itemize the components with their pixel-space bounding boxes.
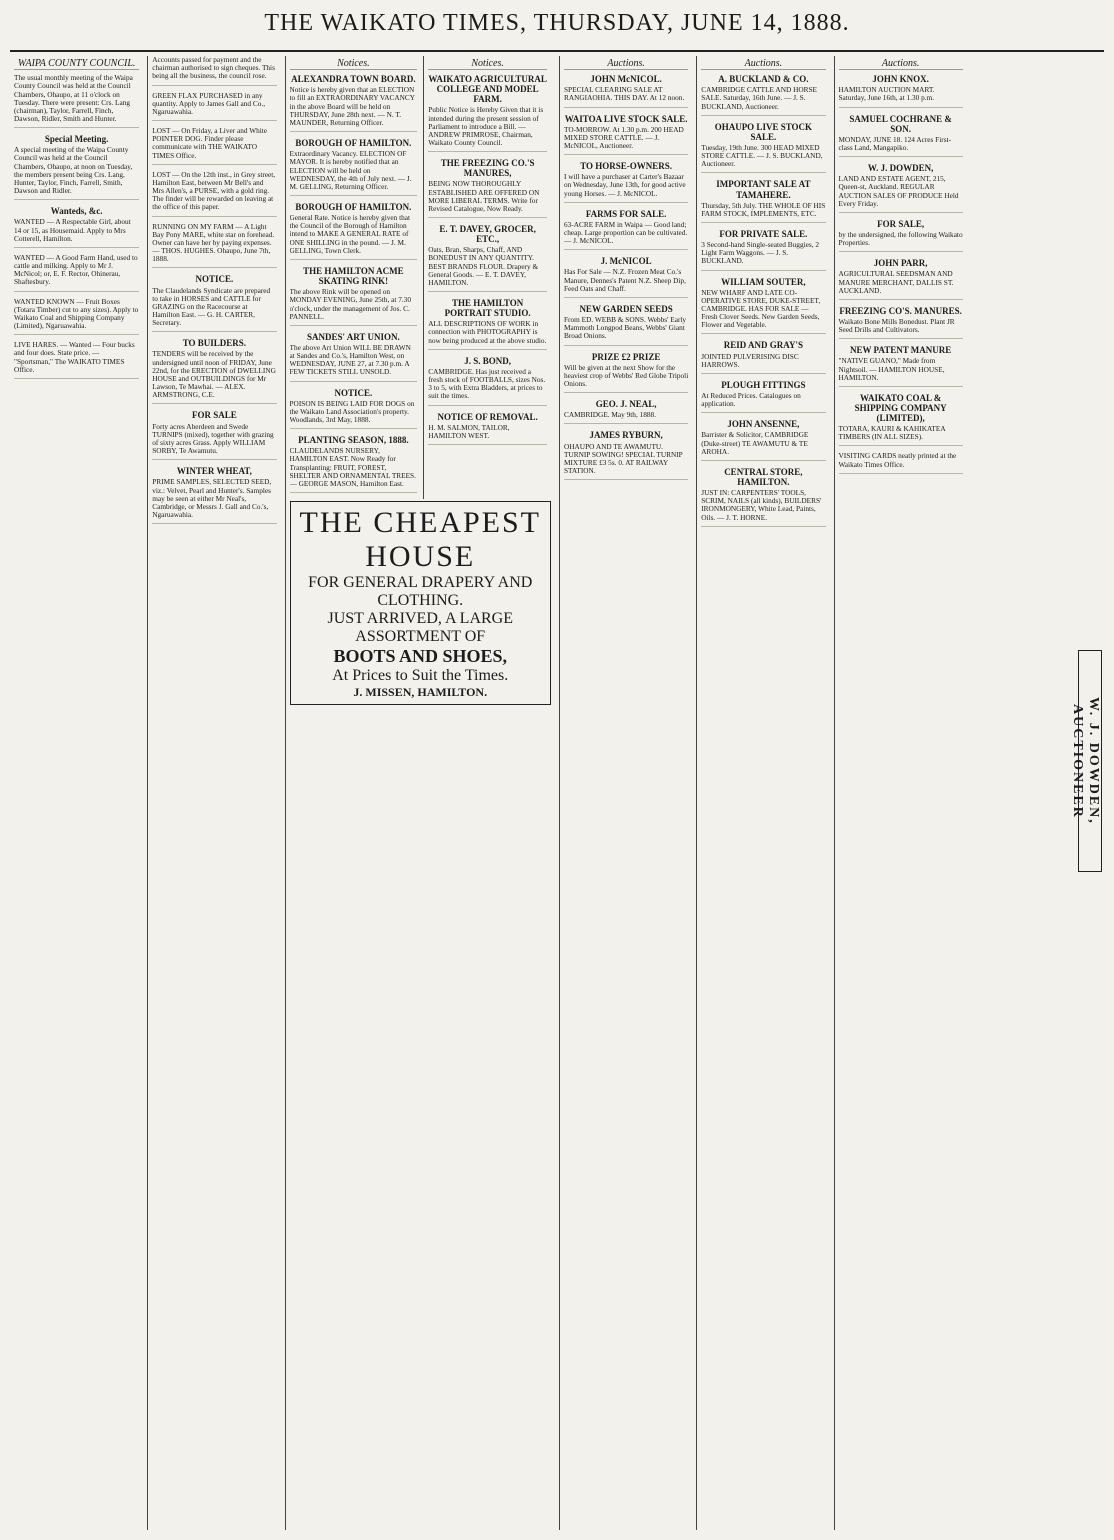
ad-text: by the undersigned, the following Waikato Properties. xyxy=(838,229,963,248)
cheapest-name: J. MISSEN, HAMILTON. xyxy=(353,685,488,700)
advertisement xyxy=(839,452,963,473)
ad-text: Thursday, 5th July. THE WHOLE OF HIS FARM STOCK, IMPLEMENTS, ETC. xyxy=(701,200,826,218)
ad-text: Public Notice is Hereby Given that it is intended during the present session of Parliament to introduce a Bill. — ANDREW PRIMROSE, Chairman, Waikato County Council. xyxy=(428,105,544,148)
ad-heading: WINTER WHEAT, xyxy=(176,466,252,477)
advertisement xyxy=(152,466,276,524)
advertisement xyxy=(564,352,688,394)
ad-heading: NOTICE. xyxy=(195,274,234,285)
ad-text: Extraordinary Vacancy. ELECTION OF MAYOR. It is hereby notified that an ELECTION will be held on WEDNESDAY, the 4th of July next. — J. M. GELLING, Returning Officer. xyxy=(289,149,412,191)
ad-heading: NOTICE OF REMOVAL. xyxy=(437,411,538,422)
advertisement xyxy=(564,399,688,424)
column-3-4 xyxy=(285,56,556,1530)
ad-text: Oats, Bran, Sharps, Chaff, AND BONEDUST IN ANY QUANTITY. BEST BRANDS FLOUR. Drapery & General Goods. — E. T. DAVEY, HAMILTON. xyxy=(428,245,539,287)
ad-text: CAMBRIDGE. May 9th, 1888. xyxy=(564,410,657,420)
ad-text: The above Art Union WILL BE DRAWN at Sandes and Co.'s, Hamilton West, on WEDNESDAY, JUNE 27, at 7.30 p.m. A FEW TICKETS STILL UNSOLD. xyxy=(289,342,411,377)
ad-heading: BOROUGH OF HAMILTON. xyxy=(295,138,412,149)
ad-heading: THE HAMILTON ACME SKATING RINK! xyxy=(303,266,404,287)
masthead-rule xyxy=(10,50,1104,52)
ad-heading: GEO. J. NEAL, xyxy=(595,399,657,410)
advertisement xyxy=(701,467,825,527)
column-heading: Notices. xyxy=(290,58,418,70)
ad-text: WANTED KNOWN — Fruit Boxes (Totara Timber) cut to any sizes). Apply to Waikato Coal and Shipping Company (Limited), Ngaruawahia. xyxy=(14,296,139,331)
column-2 xyxy=(147,56,280,1530)
advertisement xyxy=(14,74,139,128)
advertisement xyxy=(564,74,688,107)
ad-heading: SAMUEL COCHRANE & SON. xyxy=(849,113,952,134)
advertisement xyxy=(428,224,547,292)
ad-heading: J. McNICOL xyxy=(600,256,652,267)
ad-heading: THE HAMILTON PORTRAIT STUDIO. xyxy=(444,298,531,319)
advertisement xyxy=(152,171,276,217)
advertisement xyxy=(290,74,418,132)
ad-text: From ED. WEBB & SONS. Webbs' Early Mammoth Longpod Beans, Webbs' Giant Broad Onions. xyxy=(564,315,687,341)
ad-text: RUNNING ON MY FARM — A Light Bay Pony MARE, white star on forehead. Owner can have her by paying expenses. — THOS. HUGHES. Ohaupo, June 7th, 1888. xyxy=(152,221,275,264)
ad-heading: FARMS FOR SALE. xyxy=(585,208,667,219)
ad-text: WANTED — A Respectable Girl, about 14 or 15, as Housemaid. Apply to Mrs Cotterell, Hamilton. xyxy=(14,217,131,243)
ad-text: 63-ACRE FARM in Waipa — Good land; cheap. Large proportion can be cultivated. — J. McNICOL. xyxy=(564,219,688,246)
advertisement xyxy=(564,209,688,251)
advertisement xyxy=(701,277,825,335)
ad-heading: NEW GARDEN SEEDS xyxy=(579,303,673,314)
advertisement xyxy=(290,435,418,493)
ad-text: CAMBRIDGE CATTLE AND HORSE SALE. Saturday, 16th June. — J. S. BUCKLAND, Auctioneer. xyxy=(701,85,817,111)
column-heading: Notices. xyxy=(428,58,547,70)
ad-text: TOTARA, KAURI & KAHIKATEA TIMBERS (IN ALL SIZES). xyxy=(838,424,946,442)
advertisement xyxy=(14,206,139,248)
ad-text: At Reduced Prices. Catalogues on application. xyxy=(701,390,801,409)
ad-text: POISON IS BEING LAID FOR DOGS on the Waikato Land Association's property. Woodlands, 3rd May, 1888. xyxy=(289,398,415,425)
column-3 xyxy=(290,56,418,499)
advertisement xyxy=(428,412,547,445)
advertisement xyxy=(701,122,825,174)
ad-text: BEING NOW THOROUGHLY ESTABLISHED ARE OFFERED ON MORE LIBERAL TERMS. Write for Revised Catalogue, Now Ready. xyxy=(428,179,540,213)
ad-text: HAMILTON AUCTION MART. Saturday, June 16th, at 1.30 p.m. xyxy=(838,85,935,103)
advertisement xyxy=(152,223,276,269)
ad-text: PRIME SAMPLES, SELECTED SEED, viz.: Velvet, Pearl and Hunter's. Samples may be seen at either Mr Neal's, Cambridge, or Messrs J. Gall and Co.'s, Ngaruawahia. xyxy=(152,477,272,520)
advertisement xyxy=(152,274,276,332)
advertisement xyxy=(14,341,139,379)
ad-text: LOST — On the 12th inst., in Grey street, Hamilton East, between Mr Bell's and Mrs Allen's, a PURSE, with a gold ring. The finder will be rewarded on leaving at the office of this paper. xyxy=(152,169,276,212)
ad-heading: FOR SALE xyxy=(191,410,237,421)
advertisement xyxy=(14,254,139,292)
ad-text: TENDERS will be received by the undersigned until noon of FRIDAY, June 22nd, for the ERECTION of DWELLING HOUSE and OUTBUILDINGS for Mr Lawson, Te Mawhai. — ALEX. ARMSTRONG, C.E. xyxy=(152,349,276,400)
ad-text: H. M. SALMON, TAILOR, HAMILTON WEST. xyxy=(428,422,510,440)
advertisement xyxy=(152,338,276,404)
ad-text: A special meeting of the Waipa County Council was held at the Council Chambers, Ohaupo, at noon on Tuesday, the members present being Crs. Lang, Hunter, Taylor, Finch, Farrell, Smith, Dawson and Ridler. xyxy=(14,145,133,196)
advertisement xyxy=(428,356,547,406)
ad-heading: Wanteds, &c. xyxy=(50,206,103,217)
advertisement xyxy=(428,158,547,218)
ad-heading: BOROUGH OF HAMILTON. xyxy=(295,202,412,213)
advertisement xyxy=(701,340,825,373)
ad-heading: PLANTING SEASON, 1888. xyxy=(298,435,409,446)
ad-text: 3 Second-hand Single-seated Buggies, 2 Light Farm Waggons. — J. S. BUCKLAND. xyxy=(701,240,819,266)
ad-heading: JOHN PARR, xyxy=(873,258,928,269)
cheapest-price: At Prices to Suit the Times. xyxy=(332,667,509,685)
ad-text: Barrister & Solicitor, CAMBRIDGE (Duke-street) TE AWAMUTU & TE AROHA. xyxy=(701,430,809,456)
ad-heading: W. J. DOWDEN, xyxy=(867,163,934,174)
advertisement xyxy=(701,419,825,461)
ad-heading: REID AND GRAY'S xyxy=(723,340,803,351)
cheapest-main: BOOTS AND SHOES, xyxy=(333,646,508,667)
ad-heading: JOHN ANSENNE, xyxy=(727,419,800,430)
ad-text: AGRICULTURAL SEEDSMAN AND MANURE MERCHANT, DALLIS ST. AUCKLAND. xyxy=(838,269,954,295)
advertisement xyxy=(152,127,276,165)
ad-text: Has For Sale — N.Z. Frozen Meat Co.'s Manure, Dennes's Patent N.Z. Sheep Dip, Feed Oats and Chaff. xyxy=(564,267,686,293)
advertisement xyxy=(564,161,688,203)
advertisement xyxy=(564,256,688,298)
advertisement xyxy=(701,380,825,413)
ad-text: Tuesday, 19th June. 300 HEAD MIXED STORE CATTLE. — J. S. BUCKLAND, Auctioneer. xyxy=(701,142,823,169)
ad-heading: JOHN McNICOL. xyxy=(590,74,662,85)
column-7 xyxy=(834,56,967,1530)
ad-text: Will be given at the next Show for the heaviest crop of Webbs' Red Globe Tripoli Onions. xyxy=(564,362,689,388)
ad-text: General Rate. Notice is hereby given that the Council of the Borough of Hamilton intend to MAKE A GENERAL RATE of ONE SHILLING in the pound. — J. M. GELLING, Town Clerk. xyxy=(289,213,411,255)
advertisement xyxy=(839,163,963,213)
advertisement xyxy=(839,393,963,447)
ad-text: The usual monthly meeting of the Waipa County Council was held at the Council Chambers, Ohaupo, at 11 o'clock on Tuesday. There were present: Crs. Lang (chairman), Taylor, Farrell, Finch, Dawson, Ridler, Smith and Hunter. xyxy=(14,73,133,124)
advertisement xyxy=(290,332,418,382)
ad-text: OHAUPO AND TE AWAMUTU. TURNIP SOWING! SPECIAL TURNIP MIXTURE £3 5s. 0. AT RAILWAY STATION. xyxy=(564,441,683,476)
ad-heading: WAIKATO COAL & SHIPPING COMPANY (LIMITED), xyxy=(854,392,947,424)
ad-heading: SANDES' ART UNION. xyxy=(306,331,400,342)
ad-heading: PLOUGH FITTINGS xyxy=(721,379,806,390)
advertisement xyxy=(152,410,276,460)
ad-text: JUST IN: CARPENTERS' TOOLS, SCRIM, NAILS (all kinds), BUILDERS' IRONMONGERY, White Lead, Paints, Oils. — J. T. HORNE. xyxy=(701,488,822,522)
advertisement xyxy=(14,298,139,336)
advertisement xyxy=(701,229,825,271)
page-columns xyxy=(10,56,1104,1530)
ad-text: LAND AND ESTATE AGENT, 215, Queen-st, Auckland. REGULAR AUCTION SALES OF PRODUCE Held Every Friday. xyxy=(838,174,959,208)
ad-heading: WAITOA LIVE STOCK SALE. xyxy=(564,113,688,124)
ad-heading: J. S. BOND, xyxy=(464,355,511,366)
advertisement xyxy=(290,266,418,326)
ad-heading: OHAUPO LIVE STOCK SALE. xyxy=(714,121,813,142)
ad-heading: Special Meeting. xyxy=(44,134,109,145)
vertical-banner: W. J. DOWDEN, AUCTIONEER xyxy=(1078,650,1102,872)
advertisement xyxy=(14,134,139,200)
advertisement xyxy=(564,430,688,480)
column-heading: WAIPA COUNTY COUNCIL. xyxy=(14,58,139,70)
advertisement xyxy=(564,304,688,346)
advertisement xyxy=(839,306,963,339)
advertisement xyxy=(290,138,418,196)
ad-heading: JAMES RYBURN, xyxy=(589,430,663,441)
ad-heading: JOHN KNOX. xyxy=(872,74,929,85)
ad-text: VISITING CARDS neatly printed at the Waikato Times Office. xyxy=(838,451,957,469)
advertisement xyxy=(290,388,418,430)
advertisement xyxy=(152,56,276,86)
column-4 xyxy=(423,56,551,499)
column-1 xyxy=(10,56,143,1530)
ad-text: ALL DESCRIPTIONS OF WORK in connection with PHOTOGRAPHY is now being produced at the above studio. xyxy=(428,319,547,345)
ad-text: Accounts passed for payment and the chairman authorised to sign cheques. This being all the business, the council rose. xyxy=(152,56,275,81)
advertisement xyxy=(290,202,418,260)
advertisement xyxy=(839,114,963,158)
ad-heading: E. T. DAVEY, GROCER, ETC., xyxy=(439,224,536,245)
ad-text: JOINTED PULVERISING DISC HARROWS. xyxy=(701,351,799,369)
ad-text: The Claudelands Syndicate are prepared to take in HORSES and CATTLE for GRAZING on the Racecourse at Hamilton East. — G. H. CARTER, Secretary. xyxy=(152,285,271,328)
ad-text: Notice is hereby given that an ELECTION to fill an EXTRAORDINARY VACANCY in the above Board will be held on THURSDAY, June 28th next. — N. T. MAUNDER, Returning Officer. xyxy=(289,85,415,127)
advertisement xyxy=(428,74,547,152)
column-5 xyxy=(559,56,692,1530)
ad-heading: THE FREEZING CO.'S MANURES, xyxy=(440,158,535,179)
column-heading: Auctions. xyxy=(564,58,688,70)
ad-text: I will have a purchaser at Carter's Bazaar on Wednesday, June 13th, for good active young Horses. — J. McNICOL. xyxy=(564,172,686,198)
column-heading: Auctions. xyxy=(701,58,825,70)
ad-heading: A. BUCKLAND & CO. xyxy=(718,74,809,85)
ad-heading: ALEXANDRA TOWN BOARD. xyxy=(291,74,416,85)
ad-heading: FOR SALE, xyxy=(877,218,925,229)
ad-heading: PRIZE £2 PRIZE xyxy=(591,351,661,362)
masthead xyxy=(0,10,1114,52)
ad-heading: CENTRAL STORE, HAMILTON. xyxy=(724,466,803,487)
ad-heading: TO BUILDERS. xyxy=(182,338,247,349)
ad-heading: WAIKATO AGRICULTURAL COLLEGE AND MODEL FARM. xyxy=(428,74,547,105)
cheapest-line: JUST ARRIVED, A LARGE ASSORTMENT OF xyxy=(327,610,513,646)
ad-text: GREEN FLAX PURCHASED in any quantity. Apply to James Gall and Co., Ngaruawahia. xyxy=(152,90,266,116)
ad-text: WANTED — A Good Farm Hand, used to cattle and milking. Apply to Mr J. McNicol; or, E. F. Rector, Ohinerau, Shaftesbury. xyxy=(14,252,138,287)
advertisement xyxy=(564,114,688,156)
ad-heading: FOR PRIVATE SALE. xyxy=(719,228,808,239)
advertisement xyxy=(839,345,963,387)
ad-text: TO-MORROW. At 1.30 p.m. 200 HEAD MIXED STORE CATTLE. — J. McNICOL, Auctioneer. xyxy=(564,124,684,151)
cheapest-subtitle: FOR GENERAL DRAPERY AND CLOTHING. xyxy=(308,574,533,610)
newspaper-title: THE WAIKATO TIMES, THURSDAY, JUNE 14, 1888. xyxy=(264,10,850,36)
ad-text: The above Rink will be opened on MONDAY EVENING, June 25th, at 7.30 o'clock, under the management of Jos. C. PANNELL. xyxy=(289,287,411,321)
advertisement xyxy=(428,298,547,350)
ad-heading: NOTICE. xyxy=(334,387,373,398)
ad-heading: IMPORTANT SALE AT TAMAHERE. xyxy=(716,179,811,200)
advertisement xyxy=(839,219,963,252)
ad-heading: WILLIAM SOUTER, xyxy=(721,276,806,287)
advertisement xyxy=(152,92,276,122)
ad-text: Forty acres Aberdeen and Swede TURNIPS (mixed), together with grazing of sixty acres Grass. Apply WILLIAM SORBY, Te Awamutu. xyxy=(152,421,274,456)
ad-text: MONDAY, JUNE 18. 124 Acres First-class Land, Mangapiko. xyxy=(838,134,951,152)
advertisement xyxy=(839,74,963,107)
advertisement xyxy=(839,258,963,300)
cheapest-title: THE CHEAPEST HOUSE xyxy=(299,506,541,574)
ad-text: "NATIVE GUANO," Made from Nightsoil. — HAMILTON HOUSE, HAMILTON. xyxy=(838,356,945,382)
cheapest-house-ad xyxy=(290,501,552,705)
ad-heading: NEW PATENT MANURE xyxy=(849,345,952,356)
ad-heading: FREEZING CO'S. MANURES. xyxy=(839,305,962,316)
advertisement xyxy=(701,179,825,223)
ad-text: CAMBRIDGE. Has just received a fresh stock of FOOTBALLS, sizes Nos. 3 to 5, with Extra Bladders, at prices to suit the times. xyxy=(428,366,546,401)
ad-text: LIVE HARES. — Wanted — Four bucks and four does. State price. — "Sportsman," The WAIKATO TIMES Office. xyxy=(14,340,135,374)
ad-text: Waikato Bone Mills Bonedust. Plant JR Seed Drills and Cultivators. xyxy=(838,316,955,335)
ad-text: SPECIAL CLEARING SALE AT RANGIAOHIA. THIS DAY. At 12 noon. xyxy=(564,85,685,103)
column-heading: Auctions. xyxy=(839,58,963,70)
ad-heading: TO HORSE-OWNERS. xyxy=(580,161,673,172)
column-6 xyxy=(696,56,829,1530)
advertisement xyxy=(701,74,825,116)
ad-text: NEW WHARF AND LATE CO-OPERATIVE STORE, DUKE-STREET, CAMBRIDGE. HAS FOR SALE — Fresh Clover Seeds. New Garden Seeds, Flower and Vegetable. xyxy=(701,287,821,330)
ad-text: CLAUDELANDS NURSERY, HAMILTON EAST. Now Ready for Transplanting: FRUIT, FOREST, SHELTER AND ORNAMENTAL TREES. — GEORGE MASON, Hamilton East. xyxy=(289,446,416,488)
ad-text: LOST — On Friday, a Liver and White POINTER DOG. Finder please communicate with THE WAIKATO TIMES Office. xyxy=(152,126,268,160)
